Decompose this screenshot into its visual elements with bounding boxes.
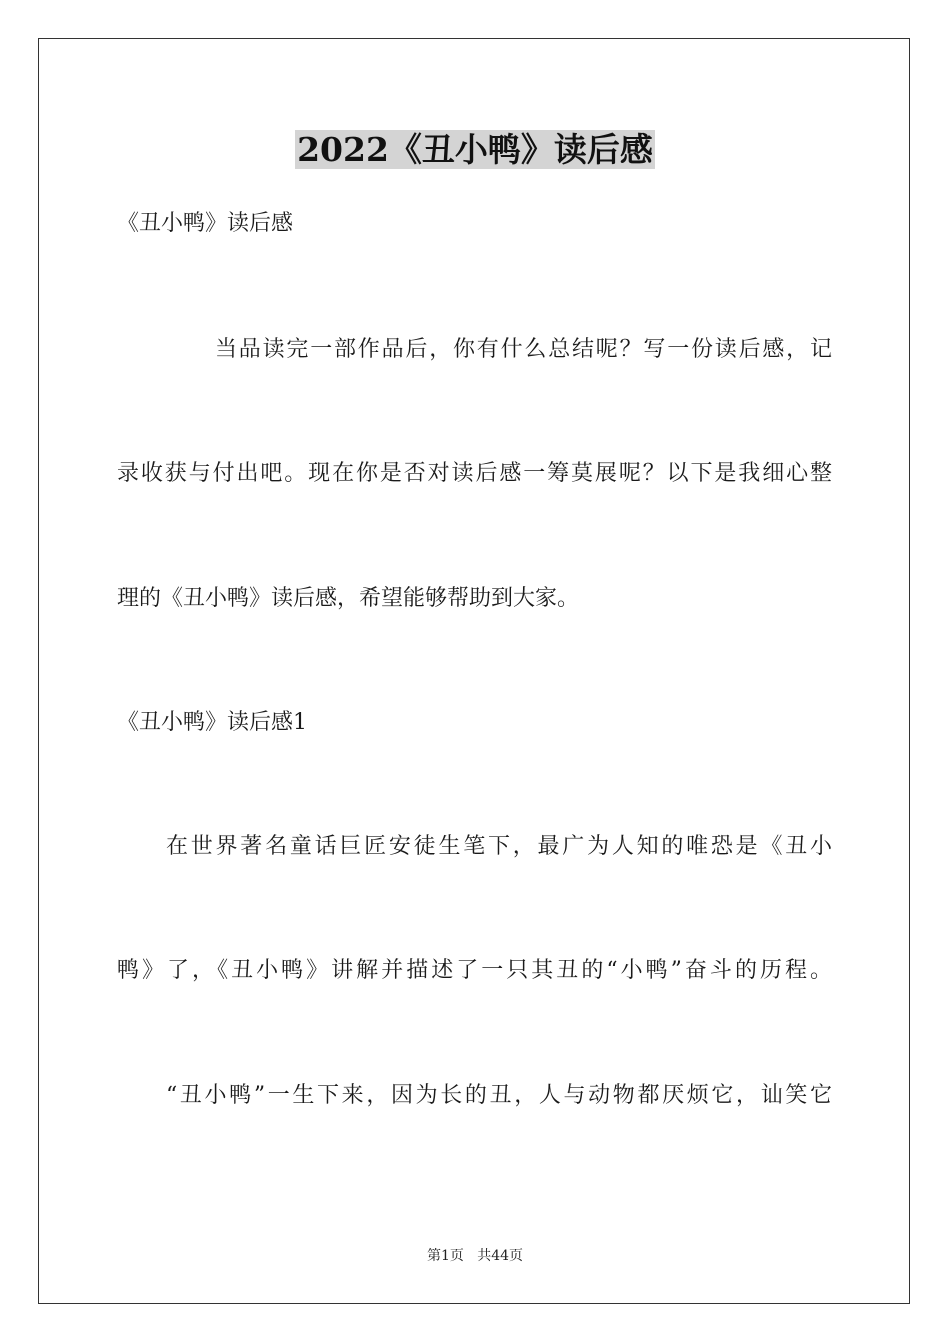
section-heading: 《丑小鸭》读后感 [117,211,294,236]
paragraph-line: 鸭》了，《丑小鸭》讲解并描述了一只其丑的“小鸭”奋斗的历程。 [117,958,832,983]
section-heading: 《丑小鸭》读后感1 [117,710,307,735]
paragraph-line: 在世界著名童话巨匠安徒生笔下，最广为人知的唯恐是《丑小 [166,834,832,859]
paragraph-line: 理的《丑小鸭》读后感，希望能够帮助到大家。 [117,586,580,611]
document-title-text: 2022《丑小鸭》读后感 [297,130,653,169]
paragraph-line: “丑小鸭”一生下来，因为长的丑，人与动物都厌烦它，讪笑它 [166,1083,832,1108]
paragraph-line: 录收获与付出吧。现在你是否对读后感一筹莫展呢？以下是我细心整 [117,461,832,486]
page-number: 第1页 共44页 [426,1248,524,1264]
document-title [0,126,950,174]
paragraph-line: 当品读完一部作品后，你有什么总结呢？写一份读后感，记 [215,337,832,362]
